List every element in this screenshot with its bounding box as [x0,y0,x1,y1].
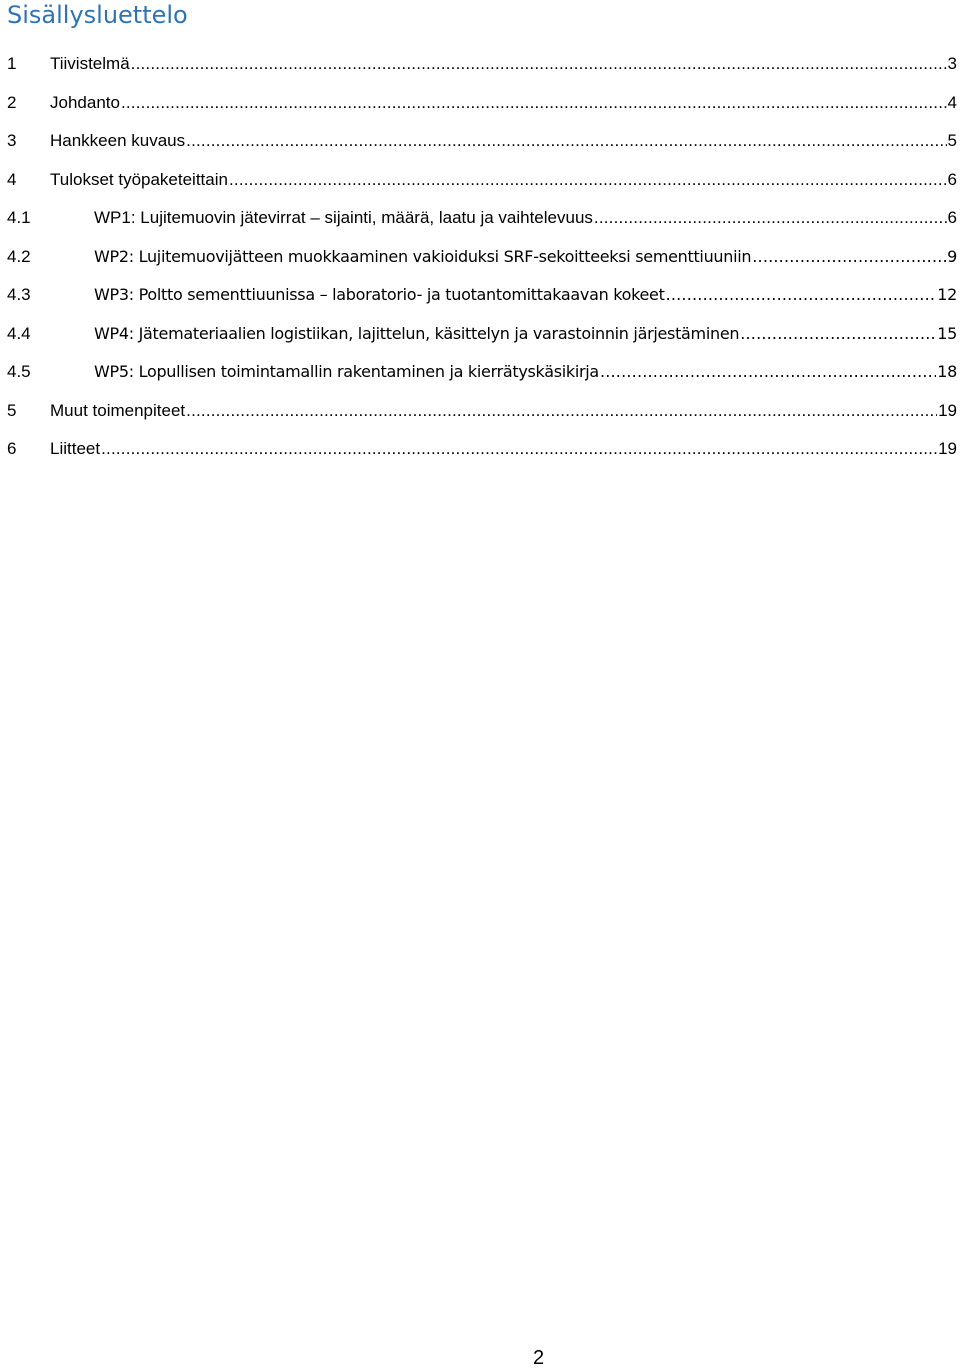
toc-entry-number: 4.3 [7,285,31,304]
toc-entry-title[interactable]: WP2: Lujitemuovijätteen muokkaaminen vakioiduksi SRF-sekoitteeksi sementtiuuniin [94,246,752,266]
toc-dot-leader [594,207,947,229]
toc-heading: Sisällysluettelo [7,1,188,29]
toc-entry-number: 4.4 [7,323,31,343]
toc-entry-page[interactable]: 4 [947,92,957,112]
toc-entry-page[interactable]: 15 [937,323,957,343]
toc-entry-line [50,92,957,114]
toc-dot-leader [121,92,947,114]
toc-entry-title[interactable]: WP4: Jätemateriaalien logistiikan, lajittelun, käsittelyn ja varastoinnin järjestäminen [94,323,740,343]
toc-entry-number: 2 [7,92,17,112]
toc-entry-number: 6 [7,439,17,458]
toc-entry[interactable] [0,237,960,276]
toc-entry-title[interactable]: Muut toimenpiteet [50,400,186,420]
toc-entry[interactable] [0,198,960,237]
toc-entry[interactable] [0,275,960,314]
toc-entry-number: 3 [7,131,17,150]
toc-entry-line [94,246,957,268]
toc-entry-number: 1 [7,54,17,73]
toc-entry-page[interactable]: 6 [947,208,957,227]
toc-entry-page[interactable]: 6 [947,169,957,189]
toc-entry-number: 5 [7,400,17,420]
toc-dot-leader [186,400,937,422]
toc-dot-leader [666,284,937,306]
toc-entry-page[interactable]: 9 [947,246,957,266]
toc-entry-line [94,207,957,229]
table-of-contents [0,44,960,468]
toc-entry[interactable] [0,391,960,430]
toc-dot-leader [131,53,947,75]
toc-entry[interactable] [0,44,960,83]
toc-entry-line [50,438,957,460]
toc-dot-leader [752,246,946,268]
toc-dot-leader [740,323,936,345]
toc-entry-line [50,53,957,75]
toc-entry-title[interactable]: WP5: Lopullisen toimintamallin rakentaminen ja kierrätyskäsikirja [94,362,599,381]
toc-entry-number: 4.1 [7,208,31,227]
toc-entry-title[interactable]: Tulokset työpaketeittain [50,169,228,189]
toc-entry[interactable] [0,121,960,160]
toc-entry-title[interactable]: WP3: Poltto sementtiuunissa – laboratorio- ja tuotantomittakaavan kokeet [94,285,665,304]
toc-entry-line [94,323,957,345]
toc-entry-page[interactable]: 12 [937,285,957,304]
toc-entry-title[interactable]: Hankkeen kuvaus [50,131,186,150]
toc-entry[interactable] [0,352,960,391]
toc-entry-page[interactable]: 3 [947,54,957,73]
toc-entry-page[interactable]: 19 [938,439,957,458]
toc-entry[interactable] [0,314,960,353]
toc-dot-leader [600,361,936,383]
toc-entry-title[interactable]: Johdanto [50,92,120,112]
toc-entry[interactable] [0,83,960,122]
toc-entry-line [50,400,957,422]
toc-entry-number: 4.2 [7,246,31,266]
toc-entry-page[interactable]: 19 [938,400,957,420]
toc-dot-leader [229,169,947,191]
toc-entry-line [50,130,957,152]
toc-dot-leader [186,130,946,152]
toc-entry-line [94,361,957,383]
toc-entry[interactable] [0,429,960,468]
toc-entry-line [94,284,957,306]
toc-entry-number: 4 [7,169,17,189]
toc-dot-leader [101,438,937,460]
toc-entry-page[interactable]: 18 [937,362,957,381]
toc-entry-line [50,169,957,191]
toc-entry-title[interactable]: Liitteet [50,439,101,458]
toc-entry[interactable] [0,160,960,199]
toc-entry-title[interactable]: WP1: Lujitemuovin jätevirrat – sijainti, määrä, laatu ja vaihtelevuus [94,208,593,227]
page-number: 2 [533,1347,545,1369]
toc-entry-page[interactable]: 5 [947,131,957,150]
toc-entry-number: 4.5 [7,362,31,381]
toc-entry-title[interactable]: Tiivistelmä [50,54,130,73]
